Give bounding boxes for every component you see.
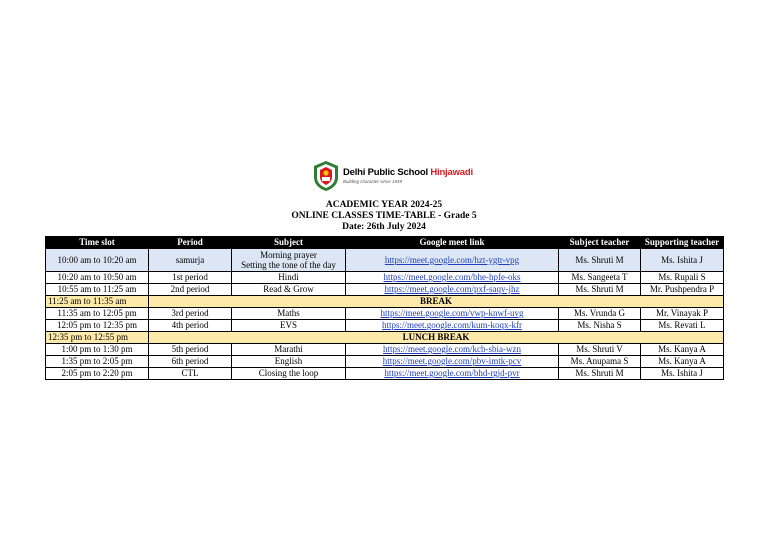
header-period: Period xyxy=(149,237,232,249)
supporting-teacher: Ms. Kanya A xyxy=(641,356,724,368)
period: 6th period xyxy=(149,356,232,368)
subject-teacher: Ms. Anupama S xyxy=(559,356,641,368)
table-row xyxy=(46,368,724,380)
meet-link-cell xyxy=(346,344,559,356)
timetable-date: Date: 26th July 2024 xyxy=(342,222,426,232)
time-slot: 12:05 pm to 12:35 pm xyxy=(46,320,149,332)
header-meet-link: Google meet link xyxy=(346,237,559,249)
meet-link[interactable]: https://meet.google.com/kum-koqx-kfr xyxy=(382,320,522,330)
meet-link[interactable]: https://meet.google.com/pxf-saqv-jhz xyxy=(384,284,520,294)
school-tagline: Building character since 1949 xyxy=(343,178,403,184)
supporting-teacher: Ms. Revati L xyxy=(641,320,724,332)
period: 2nd period xyxy=(149,284,232,296)
supporting-teacher: Ms. Kanya A xyxy=(641,344,724,356)
subject-teacher: Ms. Sangeeta T xyxy=(559,272,641,284)
table-row xyxy=(46,308,724,320)
header-subject-teacher: Subject teacher xyxy=(559,237,641,249)
meet-link[interactable]: https://meet.google.com/bhe-hpfe-oks xyxy=(383,272,521,282)
header-supporting-teacher: Supporting teacher xyxy=(641,237,724,249)
break-row xyxy=(46,296,724,308)
subject: Marathi xyxy=(232,344,346,356)
period: samurja xyxy=(149,249,232,272)
subject-teacher: Ms. Shruti M xyxy=(559,249,641,272)
meet-link-cell xyxy=(346,368,559,380)
period: 4th period xyxy=(149,320,232,332)
time-slot: 10:00 am to 10:20 am xyxy=(46,249,149,272)
period: CTL xyxy=(149,368,232,380)
subject: Read & Grow xyxy=(232,284,346,296)
meet-link[interactable]: https://meet.google.com/pbv-imtk-pcv xyxy=(382,356,522,366)
subject: Morning prayer Setting the tone of the day xyxy=(232,249,346,272)
meet-link[interactable]: https://meet.google.com/vwp-knwf-uvg xyxy=(380,308,524,318)
meet-link-cell xyxy=(346,249,559,272)
period: 1st period xyxy=(149,272,232,284)
break-label: BREAK xyxy=(149,296,724,308)
time-slot: 1:00 pm to 1:30 pm xyxy=(46,344,149,356)
period: 3rd period xyxy=(149,308,232,320)
meet-link-cell xyxy=(346,308,559,320)
table-header-row xyxy=(46,237,724,249)
time-slot: 10:20 am to 10:50 am xyxy=(46,272,149,284)
academic-year-heading: ACADEMIC YEAR 2024-25 xyxy=(325,200,443,210)
subject-teacher: Ms. Shruti V xyxy=(559,344,641,356)
subject: Closing the loop xyxy=(232,368,346,380)
table-row xyxy=(46,356,724,368)
break-label: LUNCH BREAK xyxy=(149,332,724,344)
break-row xyxy=(46,332,724,344)
subject-teacher: Ms. Vrunda G xyxy=(559,308,641,320)
table-row xyxy=(46,249,724,272)
subject: Maths xyxy=(232,308,346,320)
meet-link-cell xyxy=(346,356,559,368)
supporting-teacher: Ms. Rupali S xyxy=(641,272,724,284)
school-name: Delhi Public School Hinjawadi xyxy=(343,167,473,178)
meet-link-cell xyxy=(346,272,559,284)
meet-link[interactable]: https://meet.google.com/bhd-rgjd-pvr xyxy=(384,368,520,378)
school-logo xyxy=(313,160,473,192)
time-slot: 10:55 am to 11:25 am xyxy=(46,284,149,296)
subject-teacher: Ms. Shruti M xyxy=(559,368,641,380)
table-row xyxy=(46,344,724,356)
timetable xyxy=(45,236,724,380)
meet-link-cell xyxy=(346,320,559,332)
meet-link-cell xyxy=(346,284,559,296)
meet-link[interactable]: https://meet.google.com/hzt-ygtr-vpg xyxy=(384,254,520,265)
subject: Hindi xyxy=(232,272,346,284)
meet-link[interactable]: https://meet.google.com/kcb-sbia-wzn xyxy=(383,344,521,354)
school-crest-icon xyxy=(313,160,339,192)
subject: EVS xyxy=(232,320,346,332)
time-slot: 12:35 pm to 12:55 pm xyxy=(46,332,149,344)
supporting-teacher: Mr. Pushpendra P xyxy=(641,284,724,296)
supporting-teacher: Ms. Ishita J xyxy=(641,249,724,272)
table-row xyxy=(46,284,724,296)
time-slot: 2:05 pm to 2:20 pm xyxy=(46,368,149,380)
header-subject: Subject xyxy=(232,237,346,249)
supporting-teacher: Mr. Vinayak P xyxy=(641,308,724,320)
time-slot: 11:35 am to 12:05 pm xyxy=(46,308,149,320)
timetable-title: ONLINE CLASSES TIME-TABLE - Grade 5 xyxy=(291,211,477,221)
subject-teacher: Ms. Nisha S xyxy=(559,320,641,332)
period: 5th period xyxy=(149,344,232,356)
supporting-teacher: Ms. Ishita J xyxy=(641,368,724,380)
header-time-slot: Time slot xyxy=(46,237,149,249)
table-row xyxy=(46,320,724,332)
table-row xyxy=(46,272,724,284)
time-slot: 1:35 pm to 2:05 pm xyxy=(46,356,149,368)
subject-teacher: Ms. Shruti M xyxy=(559,284,641,296)
time-slot: 11:25 am to 11:35 am xyxy=(46,296,149,308)
subject: English xyxy=(232,356,346,368)
